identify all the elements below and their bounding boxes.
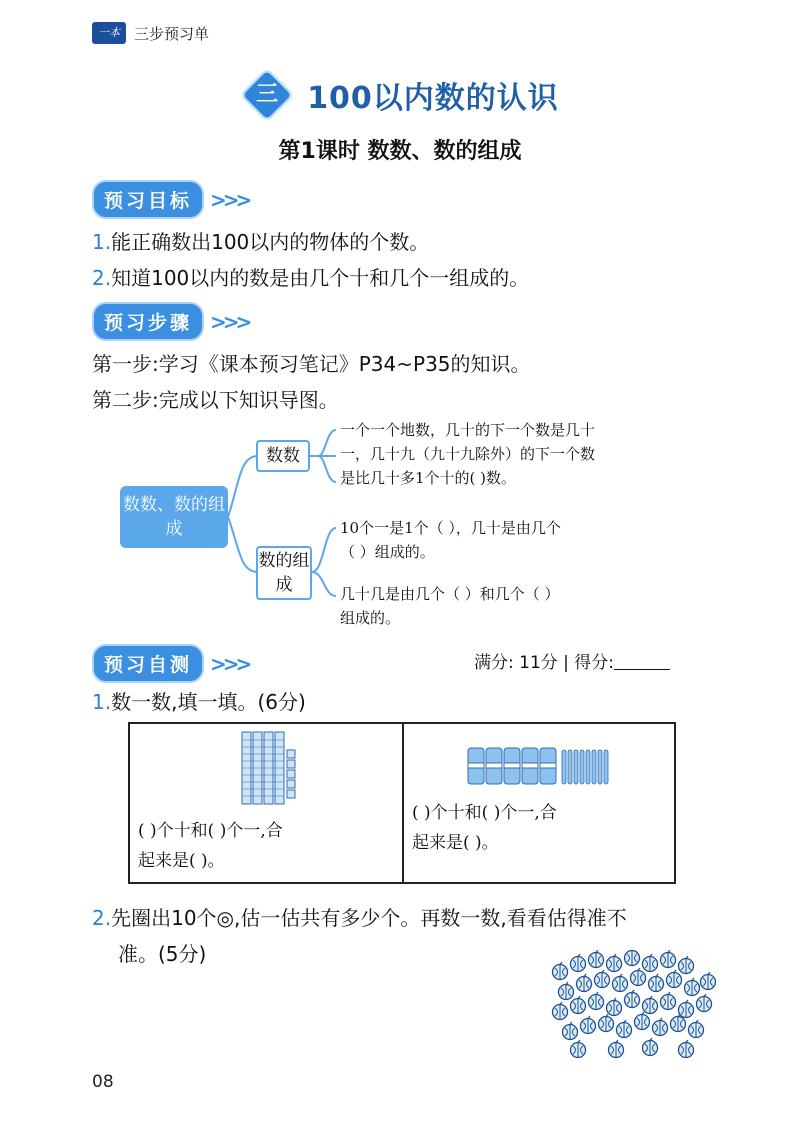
mindmap-root: 数数、数的组成 (120, 486, 228, 548)
goal-item: 1.能正确数出100以内的物体的个数。 (92, 230, 430, 254)
series-logo: 一本 (92, 22, 126, 44)
score-blank[interactable] (614, 669, 670, 670)
question-1-left-text: ( )个十和( )个一,合 起来是( )。 (138, 821, 283, 871)
sticks-bundles-image (466, 744, 616, 788)
watermelons-image (550, 950, 720, 1060)
question-1-right-text: ( )个十和( )个一,合 起来是( )。 (412, 803, 557, 853)
steps-heading: 预习步骤 (92, 302, 204, 341)
section-goals (92, 180, 248, 219)
knowledge-mindmap (120, 420, 720, 635)
unit-title (0, 72, 800, 118)
question-1-left-cell (130, 724, 402, 882)
score-line: 满分: 11分 | 得分: (474, 648, 670, 673)
mindmap-leaf-count: 一个一个地数，几十的下一个数是几十 一，几十九（九十九除外）的下一个数 是比几十多1个十的( )数。 (340, 421, 596, 487)
step-item: 第二步:完成以下知识导图。 (92, 388, 339, 412)
chevrons-icon: >>> (210, 651, 249, 676)
unit-title-text: 100以内数的认识 (307, 81, 559, 116)
selftest-heading: 预习自测 (92, 644, 204, 683)
counting-cubes-image (238, 730, 298, 806)
lesson-title: 第1课时 数数、数的组成 (278, 139, 522, 164)
unit-number: 三 (256, 82, 279, 107)
mindmap-leaf-compose-1: 10个一是1个（ ），几十是由几个 （ ）组成的。 (340, 519, 561, 561)
goals-heading: 预习目标 (92, 180, 204, 219)
section-selftest (92, 644, 248, 683)
step-item: 第一步:学习《课本预习笔记》P34~P35的知识。 (92, 352, 531, 376)
page-number: 08 (92, 1072, 114, 1092)
chevrons-icon: >>> (210, 187, 249, 212)
question-1: 1.数一数,填一填。(6分) (92, 690, 306, 714)
mindmap-leaf-compose-2: 几十几是由几个（ ）和几个（ ） 组成的。 (340, 585, 560, 627)
question-1-right-cell (402, 724, 674, 882)
question-1-table (128, 722, 676, 884)
chevrons-icon: >>> (210, 309, 249, 334)
question-2: 2.先圈出10个◎,估一估共有多少个。再数一数,看看估得准不 (92, 906, 627, 930)
unit-badge (241, 72, 293, 118)
mindmap-node-compose: 数的组成 (256, 546, 312, 600)
goal-item: 2.知道100以内的数是由几个十和几个一组成的。 (92, 266, 530, 290)
series-name: 三步预习单 (134, 24, 210, 43)
section-steps (92, 302, 248, 341)
mindmap-node-count: 数数 (256, 440, 310, 472)
question-2-continued: 准。(5分) (118, 942, 207, 966)
page-header (92, 22, 209, 44)
